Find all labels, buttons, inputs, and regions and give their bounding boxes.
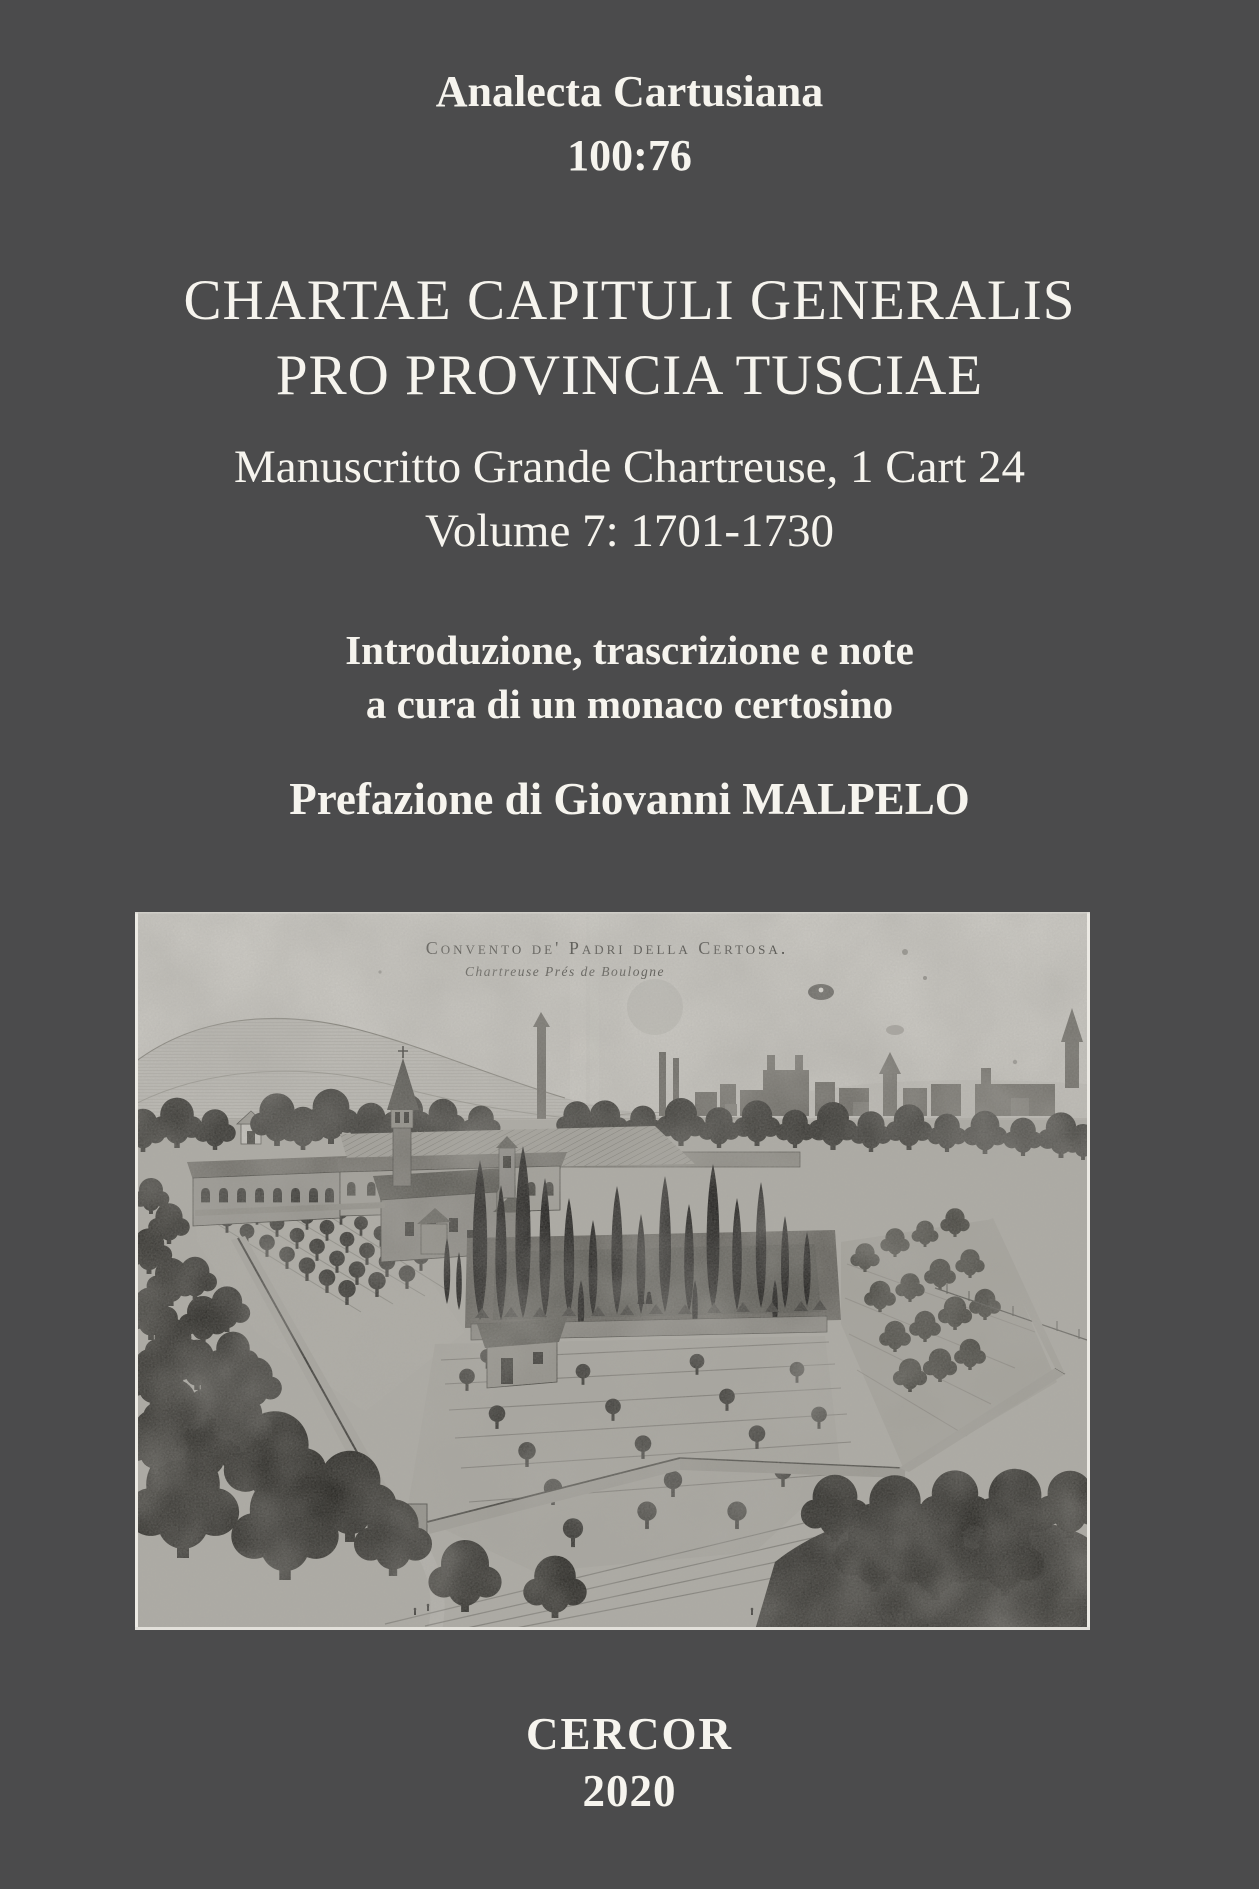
series-title: Analecta Cartusiana	[435, 67, 824, 116]
publisher-name: CERCOR	[525, 1709, 733, 1759]
manuscript-subtitle: Manuscritto Grande Chartreuse, 1 Cart 24	[234, 441, 1025, 493]
book-title-line2: PRO PROVINCIA TUSCIAE	[275, 344, 984, 407]
preface-credit: Prefazione di Giovanni MALPELO	[289, 774, 970, 824]
monastery-engraving	[135, 912, 1090, 1630]
engraving-image	[135, 912, 1090, 1630]
volume-subtitle: Volume 7: 1701-1730	[424, 505, 835, 557]
book-title-line1: CHARTAE CAPITULI GENERALIS	[183, 269, 1076, 332]
edition-note-line2: a cura di un monaco certosino	[365, 681, 894, 727]
series-number: 100:76	[567, 131, 692, 180]
edition-note-line1: Introduzione, trascrizione e note	[345, 627, 914, 673]
publication-year: 2020	[582, 1766, 677, 1816]
